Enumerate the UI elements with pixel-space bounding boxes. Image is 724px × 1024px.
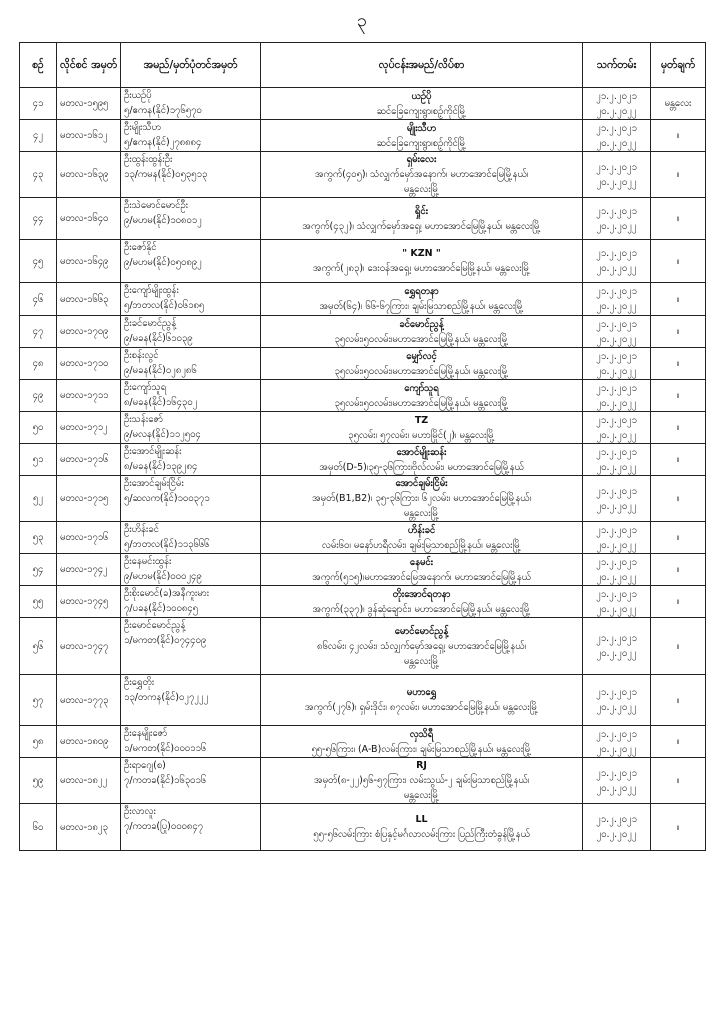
cell-name	[121, 726, 261, 758]
business-name: တိုးအောင်ရတနာ	[392, 588, 451, 600]
cell-business	[261, 675, 583, 726]
owner-nrc: ၈/မခန(နိုင်)၁၆၄၃၀၂	[124, 397, 198, 408]
owner-nrc: ၉/မဟမ(နိုင်)၀၀၀၂၄၉	[124, 571, 202, 582]
cell-date	[583, 758, 651, 804]
cell-date	[583, 240, 651, 283]
business-address: ၃၅လမ်း၊၅၀လမ်း၊မဟာအောင်မြေမြို့နယ်၊ မန္တလေးမြို့	[334, 365, 509, 377]
page-number: ၃	[356, 10, 368, 31]
cell-license: မတလ-၁၇၁၆	[57, 444, 121, 476]
valid-from: ၂၁.၂.၂၀၂၁	[596, 382, 637, 394]
cell-no: ၅၂	[20, 476, 57, 522]
business-name: အောင်ချမ်းငြိမ်း	[395, 478, 448, 489]
owner-name: ဦးအောင်ချမ်းငြိမ်း	[124, 478, 184, 489]
owner-name: ဦးဇော်နိုင်	[124, 242, 157, 253]
cell-no: ၄၉	[20, 380, 57, 412]
table-row	[20, 283, 706, 316]
cell-business	[261, 88, 583, 120]
cell-date	[583, 554, 651, 586]
table-row	[20, 476, 706, 522]
cell-remark: ။	[651, 618, 706, 675]
valid-to: ၂၀.၂.၂၀၂၂	[596, 429, 637, 441]
valid-from: ၂၁.၂.၂၀၂၁	[596, 161, 637, 173]
valid-to: ၂၀.၂.၂၀၂၂	[596, 365, 637, 377]
business-address: အကွက်(၂၈၃)၊ ဒေးဝန်အရှေ့၊ မဟာအောင်မြေမြို့နယ်၊ မန္တလေးမြို့	[312, 263, 531, 274]
owner-name: ဦးရာဂျေ(စ)	[124, 760, 166, 771]
cell-business	[261, 348, 583, 380]
cell-name	[121, 444, 261, 476]
cell-name	[121, 804, 261, 851]
table-row	[20, 120, 706, 152]
cell-license: မတလ-၁၇၄၅	[57, 586, 121, 618]
valid-from: ၂၁.၂.၂၀၂၁	[596, 814, 637, 825]
table-row	[20, 554, 706, 586]
cell-license: မတလ-၁၇၁၁	[57, 380, 121, 412]
owner-nrc: ၉/မခန(နိုင်)၀၂၈၂၈၆	[124, 365, 197, 376]
cell-license: မတလ-၁၇၁၀	[57, 348, 121, 380]
cell-no: ၄၃	[20, 152, 57, 198]
cell-date	[583, 675, 651, 726]
cell-remark: ။	[651, 198, 706, 240]
valid-to: ၂၀.၂.၂၀၂၂	[596, 539, 637, 551]
cell-name	[121, 198, 261, 240]
owner-nrc: ၅/ဘတလ(နိုင်)၀၆၁၈၅	[124, 300, 205, 311]
business-name: အောင်မျိုးဆန်း	[396, 446, 447, 458]
cell-name	[121, 316, 261, 348]
cell-business	[261, 758, 583, 804]
business-address: ၃၅လမ်း၊၅၀လမ်း၊မဟာအောင်မြေမြို့နယ်၊ မန္တလေးမြို့	[334, 333, 509, 345]
cell-remark: မန္တလေး	[651, 88, 706, 120]
valid-to: ၂၀.၂.၂၀၂၂	[596, 397, 637, 409]
cell-date	[583, 198, 651, 240]
table-row	[20, 522, 706, 554]
cell-no: ၄၈	[20, 348, 57, 380]
valid-to: ၂၀.၂.၂၀၂၂	[596, 500, 637, 512]
header-name: အမည်/မှတ်ပုံတင်အမှတ်	[121, 43, 261, 88]
cell-business	[261, 152, 583, 198]
owner-name: ဦးထွန်းထွန်းဦး	[124, 154, 173, 165]
owner-name: ဦးနေမျိုးဇော်	[124, 728, 168, 739]
cell-remark: ။	[651, 444, 706, 476]
business-address: မန္တလေးမြို့	[403, 508, 440, 519]
cell-remark: ။	[651, 804, 706, 851]
business-address: အကွက်(၄၃၂)၊ သံလျှက်မှော်အရှေ့၊ မဟာအောင်မြေမြို့နယ်၊ မန္တလေးမြို့	[302, 220, 541, 232]
table-row	[20, 726, 706, 758]
cell-no: ၆၀	[20, 804, 57, 851]
cell-business	[261, 726, 583, 758]
valid-to: ၂၀.၂.၂၀၂၂	[596, 220, 637, 232]
business-name: မျိုးသီဟ	[406, 122, 437, 134]
table-row	[20, 240, 706, 283]
cell-name	[121, 88, 261, 120]
cell-no: ၅၀	[20, 412, 57, 444]
table-row	[20, 198, 706, 240]
valid-from: ၂၁.၂.၂၀၂၁	[596, 687, 637, 698]
cell-name	[121, 554, 261, 586]
cell-license: မတလ-၁၈၂၂	[57, 758, 121, 804]
business-name: ဟိန်းခင်	[407, 524, 436, 536]
cell-date	[583, 152, 651, 198]
cell-license: မတလ-၁၇၀၉	[57, 316, 121, 348]
owner-nrc: ၁/မကတ(နိုင်)၀၀၀၁၁၆	[124, 743, 207, 754]
cell-license: မတလ-၁၇၁၆	[57, 522, 121, 554]
cell-business	[261, 476, 583, 522]
license-register-table	[19, 42, 706, 851]
valid-from: ၂၁.၂.၂၀၂၁	[596, 446, 637, 458]
business-name: TZ	[414, 414, 429, 426]
cell-name	[121, 240, 261, 283]
valid-from: ၂၁.၂.၂၀၂၁	[596, 485, 637, 497]
cell-license: မတလ-၁၆၄၀	[57, 198, 121, 240]
cell-business	[261, 240, 583, 283]
cell-remark: ။	[651, 522, 706, 554]
business-address: မန္တလေးမြို့	[403, 790, 440, 801]
owner-nrc: ၅/ဆလက(နိုင်)၁၀၀၃၇၁	[124, 493, 210, 504]
business-address: လမ်း၆၀၊ မနော်ဟရီလမ်း၊ ချမ်းမြသာစည်မြို့နယ်၊ မန္တလေးမြို့	[321, 539, 522, 551]
valid-to: ၂၀.၂.၂၀၂၂	[596, 176, 637, 188]
valid-from: ၂၁.၂.၂၀၂၁	[596, 524, 637, 536]
cell-date	[583, 412, 651, 444]
business-name: ကျော်သူရ	[404, 382, 439, 394]
cell-name	[121, 283, 261, 316]
valid-to: ၂၀.၂.၂၀၂၂	[596, 301, 637, 312]
cell-date	[583, 586, 651, 618]
header-remark: မှတ်ချက်	[651, 43, 706, 88]
cell-no: ၅၉	[20, 758, 57, 804]
cell-date	[583, 283, 651, 316]
cell-business	[261, 586, 583, 618]
business-name: LL	[415, 814, 428, 825]
owner-nrc: ၅/ဧကန(နိုင်)၁၇၆၅၇၀	[124, 105, 202, 116]
cell-license: မတလ-၁၇၄၂	[57, 554, 121, 586]
table-row	[20, 88, 706, 120]
cell-business	[261, 283, 583, 316]
cell-no: ၅၃	[20, 522, 57, 554]
cell-license: မတလ-၁၈၀၉	[57, 726, 121, 758]
valid-from: ၂၁.၂.၂၀၂၁	[596, 633, 637, 644]
table-row	[20, 618, 706, 675]
cell-date	[583, 120, 651, 152]
business-name: လှသိရီ	[409, 728, 434, 740]
table-row	[20, 586, 706, 618]
header-business: လုပ်ငန်းအမည်/လိပ်စာ	[261, 43, 583, 88]
cell-remark: ။	[651, 412, 706, 444]
cell-license: မတလ-၁၇၄၇	[57, 618, 121, 675]
cell-no: ၅၇	[20, 675, 57, 726]
business-address: ၅၅-၅၆ကြား၊ (A-B)လမ်းကြား၊ ချမ်းမြသာစည်မြို့နယ်၊ မန္တလေးမြို့	[311, 743, 532, 755]
valid-from: ၂၁.၂.၂၀၂၁	[596, 556, 637, 568]
cell-remark: ။	[651, 554, 706, 586]
cell-no: ၄၅	[20, 240, 57, 283]
cell-name	[121, 476, 261, 522]
cell-date	[583, 726, 651, 758]
owner-nrc: ၅/ဘတလ(နိုင်)၁၁၃၆၆၆	[124, 539, 210, 550]
cell-license: မတလ-၁၆၄၉	[57, 240, 121, 283]
business-address: မန္တလေးမြို့	[403, 184, 440, 195]
business-name: RJ	[416, 760, 427, 771]
business-address: အကွက်(၃၃၇)၊ ဒွန်ဆုံချောင်း၊ မဟာအောင်မြေမြို့နယ်၊ မန္တလေးမြို့	[312, 603, 531, 615]
cell-date	[583, 476, 651, 522]
cell-business	[261, 554, 583, 586]
cell-no: ၅၈	[20, 726, 57, 758]
header-date: သက်တမ်း	[583, 43, 651, 88]
cell-no: ၅၅	[20, 586, 57, 618]
cell-business	[261, 120, 583, 152]
owner-nrc: ၇/ပခန(နိုင်)၁၀၀၈၄၅	[124, 603, 198, 614]
owner-nrc: ၁/မကတ(နိုင်)၀၇၄၄၀၉	[124, 635, 207, 646]
valid-from: ၂၁.၂.၂၀၂၁	[596, 205, 637, 217]
valid-to: ၂၀.၂.၂၀၂၂	[596, 702, 637, 713]
owner-nrc: ၁၃/တကန(နိုင်)၀၂၇၂၂၂	[124, 692, 209, 703]
cell-name	[121, 120, 261, 152]
business-address: အကွက်(၅၁၅)၊မဟာအောင်မြေအနောက်၊ မဟာအောင်မြေမြို့နယ်	[312, 571, 531, 583]
table-row	[20, 316, 706, 348]
cell-date	[583, 804, 651, 851]
business-name: ရှိုင်း	[414, 205, 429, 217]
cell-name	[121, 348, 261, 380]
valid-to: ၂၀.၂.၂၀၂၂	[596, 461, 637, 473]
cell-date	[583, 380, 651, 412]
cell-remark: ။	[651, 380, 706, 412]
valid-from: ၂၁.၂.၂၀၂၁	[596, 414, 637, 426]
cell-license: မတလ-၁၈၂၃	[57, 804, 121, 851]
business-name: မဟာရွှေ	[406, 687, 437, 698]
business-name: ရှမ်းလေး	[406, 154, 437, 165]
business-address: ဆင်ခြေကျေးရွာ၊စဉ့်ကိုင်မြို့	[376, 137, 467, 149]
valid-from: ၂၁.၂.၂၀၂၁	[596, 588, 637, 600]
valid-to: ၂၀.၂.၂၀၂၂	[596, 829, 637, 840]
cell-remark: ။	[651, 476, 706, 522]
owner-name: ဦးခင်မောင်ညွန့်	[124, 318, 177, 329]
cell-name	[121, 758, 261, 804]
valid-from: ၂၁.၂.၂၀၂၁	[596, 248, 637, 259]
valid-from: ၂၁.၂.၂၀၂၁	[596, 90, 637, 102]
cell-remark: ။	[651, 283, 706, 316]
owner-nrc: ၇/ကတခ(နိုင်)၁၆၃၀၁၆	[124, 775, 207, 786]
cell-date	[583, 316, 651, 348]
owner-name: ဦးကျော်သူရ	[124, 382, 167, 393]
valid-to: ၂၀.၂.၂၀၂၂	[596, 137, 637, 149]
cell-no: ၄၇	[20, 316, 57, 348]
cell-remark: ။	[651, 726, 706, 758]
cell-date	[583, 88, 651, 120]
owner-name: ဦးမျိုးသီဟ	[124, 122, 161, 133]
cell-name	[121, 152, 261, 198]
business-name: ယဉ်ပို	[411, 90, 432, 102]
header-license: လိုင်စင် အမှတ်	[57, 43, 121, 88]
cell-date	[583, 444, 651, 476]
cell-license: မတလ-၁၆၆၃	[57, 283, 121, 316]
cell-business	[261, 618, 583, 675]
business-address: အကွက်(၄၀၅)၊ သံလျှက်မှော်အနောက်၊ မဟာအောင်မြေမြို့နယ်၊	[314, 169, 529, 180]
business-name: " KZN "	[402, 248, 441, 259]
owner-nrc: ၉/မဟမ(နိုင်)၁၀၈၀၁၂	[124, 215, 202, 226]
cell-name	[121, 618, 261, 675]
cell-date	[583, 522, 651, 554]
valid-to: ၂၀.၂.၂၀၂၂	[596, 333, 637, 345]
cell-business	[261, 316, 583, 348]
cell-business	[261, 380, 583, 412]
business-name: ခင်မောင်ညွန့်	[399, 318, 444, 330]
owner-nrc: ၉/မလန(နိုင်)၁၁၂၅၀၄	[124, 429, 201, 440]
table-row	[20, 758, 706, 804]
owner-name: ဦးစိုးမောင်(ခ)အနီကူးမား	[124, 588, 210, 599]
table-row	[20, 380, 706, 412]
cell-name	[121, 380, 261, 412]
table-header-row	[20, 43, 706, 88]
table-row	[20, 675, 706, 726]
business-address: ၃၅လမ်း၊၅၀လမ်း၊မဟာအောင်မြေမြို့နယ်၊ မန္တလေးမြို့	[334, 397, 509, 409]
owner-nrc: ၁၃/ကမန(နိုင်)၀၅၃၅၁၃	[124, 169, 208, 180]
header-no: စဉ်	[20, 43, 57, 88]
cell-business	[261, 444, 583, 476]
table-row	[20, 348, 706, 380]
cell-remark: ။	[651, 586, 706, 618]
owner-nrc: ၅/ဧကန(နိုင်)၂၇၈၈၈၄	[124, 137, 202, 148]
owner-name: ဦးလာလူး	[124, 806, 156, 817]
cell-license: မတလ-၁၇၁၂	[57, 412, 121, 444]
cell-no: ၄၆	[20, 283, 57, 316]
valid-to: ၂၀.၂.၂၀၂၂	[596, 648, 637, 659]
valid-to: ၂၀.၂.၂၀၂၂	[596, 105, 637, 117]
cell-remark: ။	[651, 120, 706, 152]
business-address: အမှတ်(၈-၂၂)၅၆-၅၇ကြား၊ လမ်းသွယ်-၂ ချမ်းမြသာစည်မြို့နယ်၊	[313, 775, 530, 786]
business-address: အမှတ်(B1,B2)၊ ၃၅-၃၆ကြား၊ ၆၂လမ်း၊ မဟာအောင်မြေမြို့နယ်၊	[311, 493, 532, 504]
owner-nrc: ၉/မဟမ(နိုင်)၀၅၀၈၉၂	[124, 257, 202, 268]
cell-no: ၅၆	[20, 618, 57, 675]
table-row	[20, 152, 706, 198]
owner-name: ဦးဟိန်းခင်	[124, 524, 159, 535]
cell-name	[121, 522, 261, 554]
owner-nrc: ၉/မခန(နိုင်)၆၁၀၃၉	[124, 333, 193, 344]
valid-from: ၂၁.၂.၂၀၂၁	[596, 350, 637, 362]
cell-no: ၄၁	[20, 88, 57, 120]
owner-name: ဦးနေမင်းထွန်း	[124, 556, 172, 567]
valid-to: ၂၀.၂.၂၀၂၂	[596, 743, 637, 755]
cell-business	[261, 804, 583, 851]
cell-license: မတလ-၁၇၁၅	[57, 476, 121, 522]
business-address: အကွက်(၂၇၆)၊ ရှမ်းဒိုင်း၊ ၈၇လမ်း၊ မဟာအောင်မြေမြို့နယ်၊ မန္တလေးမြို့	[304, 702, 539, 713]
business-name: မောင်မောင်ညွန့်	[394, 625, 449, 637]
owner-name: ဦးသန်းဇော်	[124, 414, 163, 425]
business-address: အမှတ်(၆၄)၊ ၆၆-၆၇ကြား၊ ချမ်းမြသာစည်မြို့နယ်၊ မန္တလေးမြို့	[319, 301, 524, 312]
business-name: နေမင်း	[409, 556, 434, 568]
cell-date	[583, 348, 651, 380]
table-row	[20, 412, 706, 444]
cell-no: ၅၄	[20, 554, 57, 586]
valid-to: ၂၀.၂.၂၀၂၂	[596, 782, 637, 794]
owner-name: ဦးသဲမောင်မောင်ဦး	[124, 200, 189, 211]
business-name: ရွှေရတနာ	[404, 286, 439, 297]
business-address: ၅၅-၅၆လမ်းကြား စံပြနှင့်မင်္ဂလာလမ်းကြား ပြည်ကြီးတံခွန်မြို့နယ်	[313, 829, 530, 840]
cell-remark: ။	[651, 240, 706, 283]
cell-license: မတလ-၁၅၉၅	[57, 88, 121, 120]
cell-name	[121, 675, 261, 726]
business-address: ၈၆လမ်း၊ ၄၂လမ်း၊ သံလျှက်မှော်အရှေ့၊ မဟာအောင်မြေမြို့နယ်၊	[317, 640, 526, 652]
owner-name: ဦးယဉ်ပို	[124, 90, 152, 101]
table-row	[20, 444, 706, 476]
cell-business	[261, 198, 583, 240]
cell-name	[121, 412, 261, 444]
cell-name	[121, 586, 261, 618]
cell-business	[261, 522, 583, 554]
owner-name: ဦးကျော်မျိုးထွန်း	[124, 285, 179, 296]
valid-to: ၂၀.၂.၂၀၂၂	[596, 263, 637, 274]
owner-name: ဦးမောင်မောင်ညွန့်	[124, 620, 186, 631]
business-address: အမှတ်(D-5)၊၃၅-၃၆ကြား၊ဗိုလ်လမ်း၊ မဟာအောင်မြေမြို့နယ်	[319, 461, 524, 473]
business-address: ၃၅လမ်း၊ ၅၇လမ်း၊ မဟာမြိုင်(၂)၊ မန္တလေးမြို့	[348, 429, 495, 441]
business-address: ဆင်ခြေကျေးရွာ၊စဉ့်ကိုင်မြို့	[376, 105, 467, 117]
cell-license: မတလ-၁၆၃၉	[57, 152, 121, 198]
valid-to: ၂၀.၂.၂၀၂၂	[596, 603, 637, 615]
cell-remark: ။	[651, 675, 706, 726]
cell-license: မတလ-၁၇၇၃	[57, 675, 121, 726]
valid-from: ၂၁.၂.၂၀၂၁	[596, 318, 637, 330]
business-name: မျှော်လင့်	[406, 350, 437, 362]
valid-from: ၂၁.၂.၂၀၂၁	[596, 122, 637, 134]
cell-remark: ။	[651, 152, 706, 198]
cell-no: ၅၁	[20, 444, 57, 476]
cell-remark: ။	[651, 758, 706, 804]
owner-name: ဦးရွှေတိုး	[124, 677, 155, 688]
owner-nrc: ၇/ကတခ(ပြု)၀၀၀၈၄၇	[124, 821, 204, 832]
owner-nrc: ၈/မခန(နိုင်)၁၃၉၂၈၄	[124, 461, 198, 472]
valid-from: ၂၁.၂.၂၀၂၁	[596, 286, 637, 297]
cell-business	[261, 412, 583, 444]
owner-name: ဦးအောင်မျိုးဆန်း	[124, 446, 182, 457]
cell-remark: ။	[651, 316, 706, 348]
cell-no: ၄၂	[20, 120, 57, 152]
cell-date	[583, 618, 651, 675]
owner-name: ဦးစန်းလွင်	[124, 350, 159, 361]
valid-to: ၂၀.၂.၂၀၂၂	[596, 571, 637, 583]
table-row	[20, 804, 706, 851]
business-address: မန္တလေးမြို့	[403, 655, 440, 667]
valid-from: ၂၁.၂.၂၀၂၁	[596, 767, 637, 779]
cell-remark: ။	[651, 348, 706, 380]
valid-from: ၂၁.၂.၂၀၂၁	[596, 728, 637, 740]
cell-license: မတလ-၁၆၁၂	[57, 120, 121, 152]
cell-no: ၄၄	[20, 198, 57, 240]
